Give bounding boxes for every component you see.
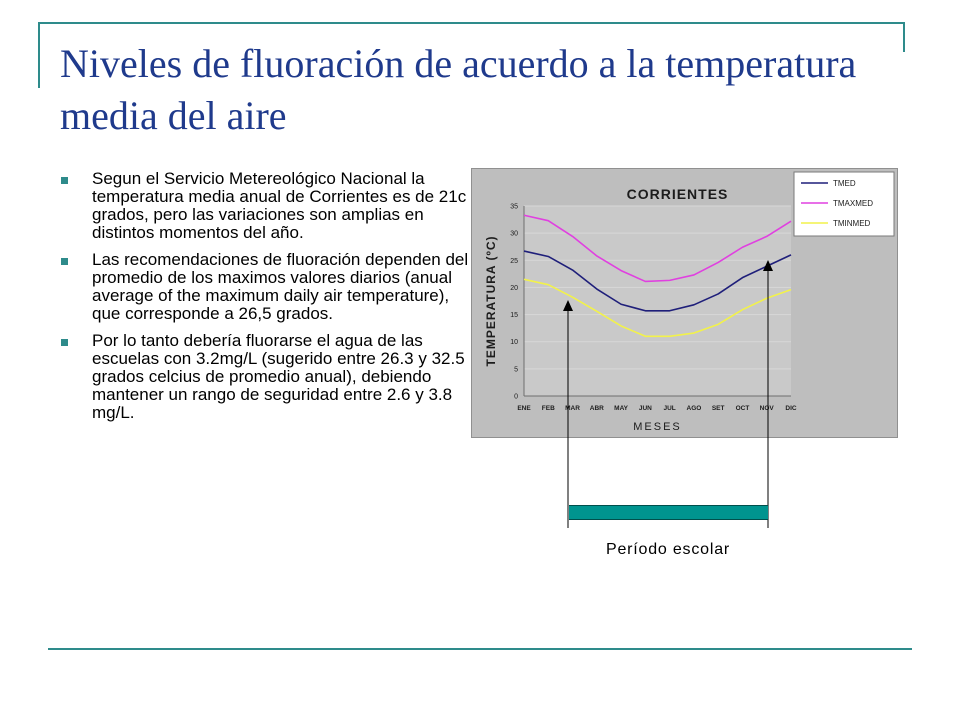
x-tick-label: OCT (735, 405, 750, 412)
x-tick-label: ABR (589, 405, 604, 412)
x-tick-label: JUN (638, 405, 652, 412)
y-tick-label: 10 (510, 339, 518, 347)
x-tick-label: MAY (614, 405, 629, 412)
x-tick-label: DIC (785, 405, 797, 412)
y-tick-label: 0 (514, 393, 518, 401)
y-tick-label: 20 (510, 284, 518, 292)
x-tick-label: NOV (759, 405, 774, 412)
up-arrow-icon (763, 260, 773, 271)
bullet-text: Por lo tanto debería fluorarse el agua de las escuelas con 3.2mg/L (sugerido entre 26.3 y 32.5 grados celcius de promedio anual), debiendo mantener un rango de seguridad entre 2.6 y 3.8 mg/L. (92, 331, 465, 422)
x-tick-label: JUL (663, 405, 676, 412)
x-tick-label: MAR (565, 405, 580, 412)
bullet-text: Segun el Servicio Metereológico Nacional la temperatura media anual de Corrientes es de 21c grados, pero las variaciones son amplias en distintos momentos del año. (92, 169, 467, 242)
bullet-text: Las recomendaciones de fluoración dependen del promedio de los maximos valores diarios (anual average of the maximum daily air temperature), que corresponde a 26,5 grados. (92, 250, 469, 323)
legend-label: TMINMED (833, 219, 871, 228)
y-axis-label: TEMPERATURA (ºC) (484, 235, 498, 367)
x-tick-label: AGO (686, 405, 702, 412)
school-period-bar (569, 505, 768, 520)
legend-label: TMAXMED (833, 199, 873, 208)
school-period-label: Período escolar (605, 541, 731, 558)
y-tick-label: 35 (510, 203, 518, 211)
x-axis-label: MESES (633, 421, 682, 433)
x-tick-label: SET (711, 405, 725, 412)
y-tick-label: 5 (514, 366, 518, 374)
x-tick-label: FEB (541, 405, 555, 412)
y-tick-label: 25 (510, 257, 518, 265)
y-tick-label: 30 (510, 230, 518, 238)
up-arrow-icon (563, 300, 573, 311)
chart-title: CORRIENTES (626, 186, 729, 202)
slide-title: Niveles de fluoración de acuerdo a la temperatura media del aire (60, 41, 857, 138)
legend-label: TMED (833, 179, 856, 188)
x-tick-label: ENE (517, 405, 531, 412)
y-tick-label: 15 (510, 312, 518, 320)
